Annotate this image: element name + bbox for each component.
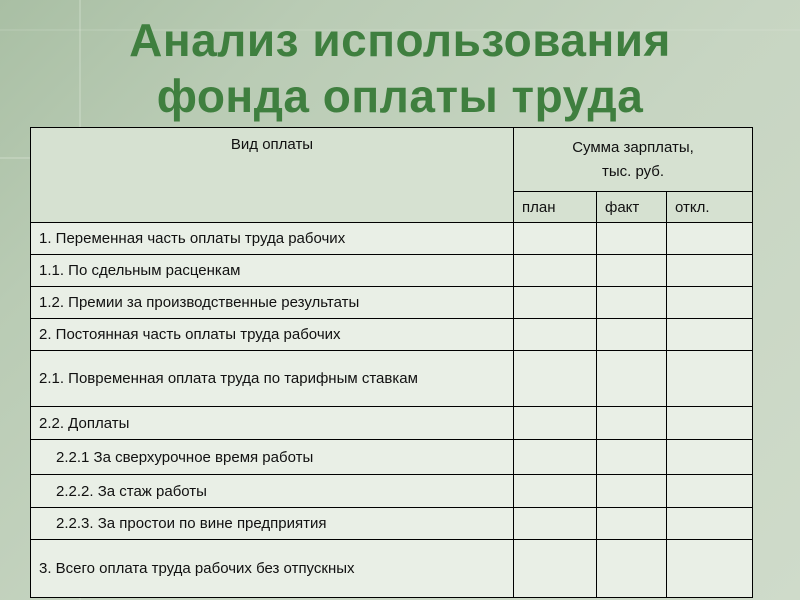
row-label: 3. Всего оплата труда рабочих без отпускных: [31, 540, 514, 598]
fact-cell: [597, 440, 667, 475]
header-payment-type: [31, 128, 514, 223]
deviation-cell: [667, 440, 753, 475]
plan-cell: [514, 508, 597, 540]
header-plan: план: [514, 192, 597, 223]
row-label: 1.1. По сдельным расценкам: [31, 255, 514, 287]
table-row: [31, 255, 753, 287]
plan-cell: [514, 319, 597, 351]
deviation-cell: [667, 475, 753, 508]
slide-title-line-2: фонда оплаты труда: [156, 70, 644, 122]
deviation-cell: [667, 319, 753, 351]
slide-title-line-1: Анализ использования: [129, 14, 671, 66]
deviation-cell: [667, 287, 753, 319]
plan-cell: [514, 475, 597, 508]
table-row: [31, 508, 753, 540]
row-label: 2.1. Повременная оплата труда по тарифным ставкам: [31, 351, 514, 407]
plan-cell: [514, 351, 597, 407]
fact-cell: [597, 407, 667, 440]
deviation-cell: [667, 508, 753, 540]
row-label: 1.2. Премии за производственные результаты: [31, 287, 514, 319]
fact-cell: [597, 223, 667, 255]
header-fact: факт: [597, 192, 667, 223]
wage-fund-table: [30, 127, 753, 598]
row-label: 2.2.1 За сверхурочное время работы: [31, 440, 514, 475]
slide-title: [0, 12, 800, 124]
table-row: [31, 440, 753, 475]
fact-cell: [597, 540, 667, 598]
header-salary-sum: [514, 128, 753, 192]
table-row: [31, 351, 753, 407]
header-payment-type-label: Вид оплаты: [230, 136, 314, 153]
header-deviation: откл.: [667, 192, 753, 223]
plan-cell: [514, 540, 597, 598]
row-label: 2. Постоянная часть оплаты труда рабочих: [31, 319, 514, 351]
table-row: [31, 540, 753, 598]
plan-cell: [514, 223, 597, 255]
plan-cell: [514, 255, 597, 287]
table-row: [31, 287, 753, 319]
fact-cell: [597, 351, 667, 407]
header-salary-sum-line-1: Сумма зарплаты,: [572, 138, 694, 156]
header-salary-sum-line-2: тыс. руб.: [601, 162, 665, 180]
table-row: [31, 407, 753, 440]
row-label: 2.2.2. За стаж работы: [31, 475, 514, 508]
row-label: 2.2.3. За простои по вине предприятия: [31, 508, 514, 540]
plan-cell: [514, 440, 597, 475]
plan-cell: [514, 407, 597, 440]
deviation-cell: [667, 351, 753, 407]
deviation-cell: [667, 255, 753, 287]
row-label: 1. Переменная часть оплаты труда рабочих: [31, 223, 514, 255]
table-row: [31, 223, 753, 255]
fact-cell: [597, 475, 667, 508]
table-row: [31, 475, 753, 508]
fact-cell: [597, 287, 667, 319]
deviation-cell: [667, 407, 753, 440]
fact-cell: [597, 319, 667, 351]
deviation-cell: [667, 540, 753, 598]
plan-cell: [514, 287, 597, 319]
fact-cell: [597, 255, 667, 287]
deviation-cell: [667, 223, 753, 255]
row-label: 2.2. Доплаты: [31, 407, 514, 440]
table-row: [31, 319, 753, 351]
fact-cell: [597, 508, 667, 540]
